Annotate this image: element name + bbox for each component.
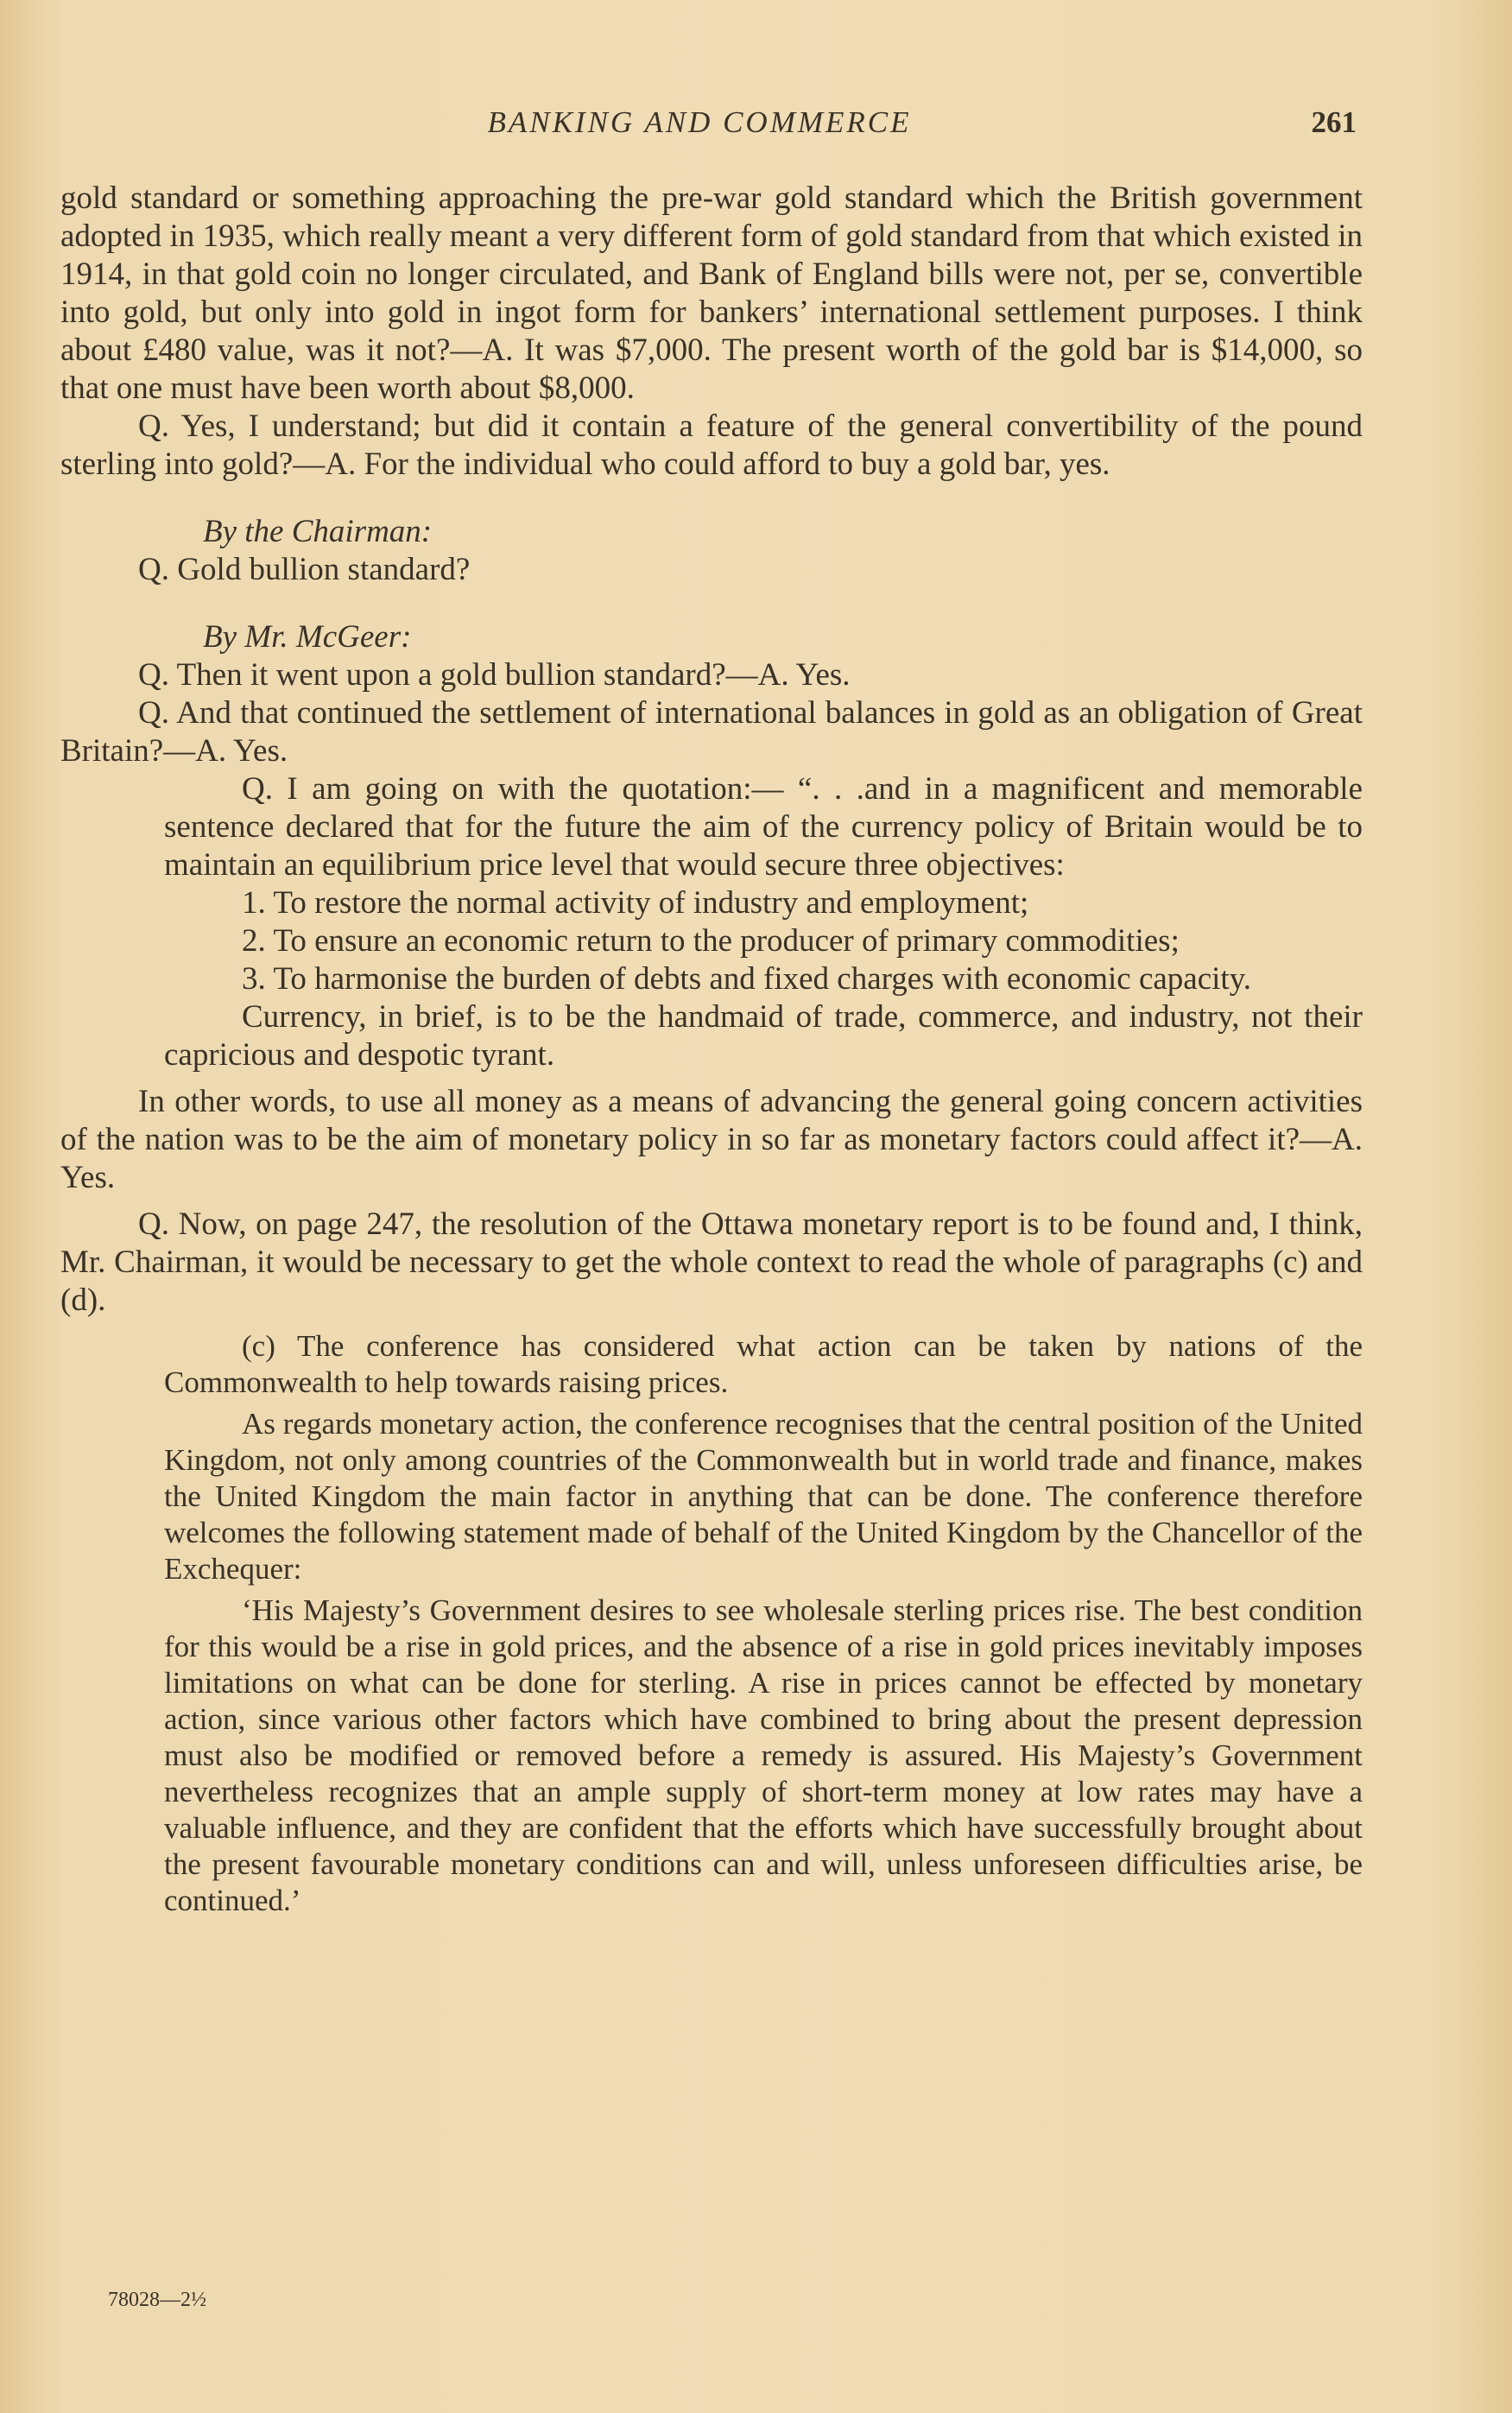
paragraph: In other words, to use all money as a means of advancing the general going concern activities of the nation was to be the aim of monetary policy in so far as monetary factors could affect it?—A. Yes. xyxy=(60,1084,1363,1195)
page-number: 261 xyxy=(1311,105,1357,139)
list-item: 1. To restore the normal activity of industry and employment; xyxy=(242,885,1029,921)
paragraph: Q. And that continued the settlement of international balances in gold as an obligation of Great Britain?—A. Yes. xyxy=(60,695,1363,769)
speaker-heading: By the Chairman: xyxy=(203,514,433,549)
paragraph: Q. Yes, I understand; but did it contain a feature of the general convertibility of the pound sterling into gold?—A. For the individual who could afford to buy a gold bar, yes. xyxy=(60,408,1363,482)
signature-mark: 78028—2½ xyxy=(108,2289,206,2311)
list-item: 2. To ensure an economic return to the producer of primary commodities; xyxy=(242,923,1180,959)
page-body xyxy=(60,180,1363,1919)
running-title: BANKING AND COMMERCE xyxy=(487,105,912,139)
block-quote-paragraph: As regards monetary action, the conference recognises that the central position of the United Kingdom, not only among countries of the Commonwealth but in world trade and finance, makes the United Kingdom the main factor in anything that can be done. The conference therefore welcomes the following statement made of behalf of the United Kingdom by the Chancellor of the Exchequer: xyxy=(164,1407,1363,1586)
block-quote-paragraph: (c) The conference has considered what action can be taken by nations of the Commonwealth to help towards raising prices. xyxy=(164,1329,1363,1399)
paragraph: Q. Then it went upon a gold bullion standard?—A. Yes. xyxy=(138,657,851,693)
speaker-heading: By Mr. McGeer: xyxy=(203,619,412,655)
quoted-paragraph: Currency, in brief, is to be the handmaid of trade, commerce, and industry, not their capricious and despotic tyrant. xyxy=(164,999,1363,1073)
list-item: 3. To harmonise the burden of debts and fixed charges with economic capacity. xyxy=(242,961,1252,997)
block-quote-paragraph: ‘His Majesty’s Government desires to see wholesale sterling prices rise. The best condition for this would be a rise in gold prices, and the absence of a rise in gold prices inevitably imposes limitations on what can be done for sterling. A rise in prices cannot be effected by monetary action, since various other factors which have combined to bring about the present depression must also be modified or removed before a remedy is assured. His Majesty’s Government nevertheless recognizes that an ample supply of short-term money at low rates may have a valuable influence, and they are confident that the efforts which have successfully brought about the present favourable monetary conditions can and will, unless unforeseen difficulties arise, be continued.’ xyxy=(164,1593,1363,1917)
paragraph: Q. Gold bullion standard? xyxy=(138,552,471,587)
block-quote xyxy=(164,1328,1363,1919)
quoted-paragraph: Q. I am going on with the quotation:— “. . .and in a magnificent and memorable sentence declared that for the future the aim of the currency policy of Britain would be to maintain an equilibrium price level that would secure three objectives: xyxy=(164,771,1363,883)
paragraph: Q. Now, on page 247, the resolution of the Ottawa monetary report is to be found and, I think, Mr. Chairman, it would be necessary to get the whole context to read the whole of paragraphs (c) and (d). xyxy=(60,1206,1363,1318)
page-header xyxy=(0,102,1512,145)
paragraph: gold standard or something approaching the pre-war gold standard which the British government adopted in 1935, which really meant a very different form of gold standard from that which existed in 1914, in that gold coin no longer circulated, and Bank of England bills were not, per se, convertible into gold, but only into gold in ingot form for bankers’ international settlement purposes. I think about £480 value, was it not?—A. It was $7,000. The present worth of the gold bar is $14,000, so that one must have been worth about $8,000. xyxy=(60,180,1363,406)
